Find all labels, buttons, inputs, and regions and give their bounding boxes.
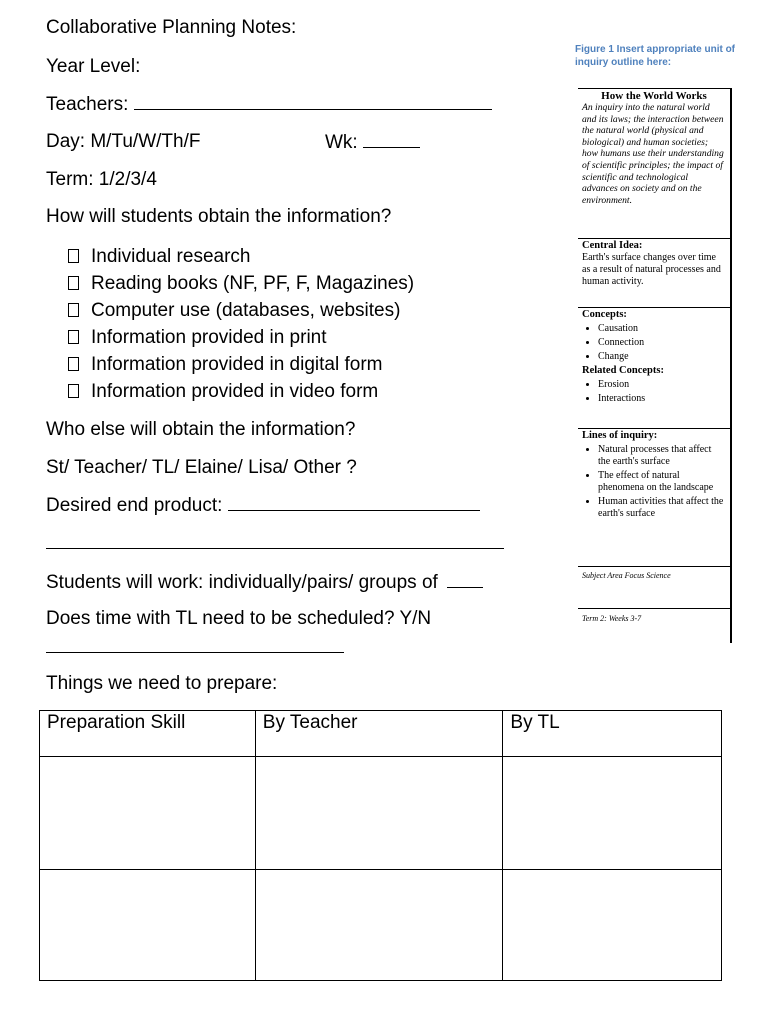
form-title: Collaborative Planning Notes: [46,17,297,38]
prepare-label: Things we need to prepare: [46,673,278,694]
central-idea-label: Central Idea: [582,240,643,251]
group-size-field[interactable] [447,571,483,588]
option-digital[interactable] [68,354,382,376]
option-label: Individual research [91,246,251,267]
header-by-teacher: By Teacher [255,711,503,757]
table-cell[interactable] [503,870,722,981]
students-work-row [46,571,483,594]
lines-label: Lines of inquiry: [582,430,658,441]
central-idea-text: Earth's surface changes over time as a result of natural processes and human activity. [582,252,721,287]
related-concept-item: • Interactions [598,393,726,405]
checkbox-icon[interactable] [68,330,79,344]
who-else-question: Who else will obtain the information? [46,419,356,440]
day-label: Day: M/Tu/W/Th/F [46,131,201,152]
table-row [40,870,722,981]
related-concept-item: • Erosion [598,379,726,391]
line-of-inquiry-item: • The effect of natural phenomena on the landscape [598,470,726,494]
option-label: Computer use (databases, websites) [91,300,401,321]
line-of-inquiry-item: • Natural processes that affect the earth's surface [598,444,726,468]
wk-label: Wk: [325,132,358,153]
option-individual-research[interactable] [68,246,250,268]
figure-right-border [730,88,732,643]
concepts-label: Concepts: [582,309,627,320]
table-header-row [40,711,722,757]
tl-question: Does time with TL need to be scheduled? Y/N [46,608,432,629]
wk-field[interactable] [363,131,420,148]
table-cell[interactable] [255,757,503,870]
wk-row [325,131,420,154]
checkbox-icon[interactable] [68,357,79,371]
theme-section [582,90,726,206]
theme-description: An inquiry into the natural world and its laws; the interaction between the natural world (physical and biological) and human societies; how humans use their understanding of scientific principles; the impact of scientific and technological advances on society and on the environment. [582,102,724,206]
option-label: Information provided in digital form [91,354,383,375]
table-row [40,757,722,870]
term-label: Term: 1/2/3/4 [46,169,157,190]
preparation-table [39,710,722,981]
figure-caption: Figure 1 Insert appropriate unit of inquiry outline here: [575,44,736,68]
concept-item: • Causation [598,323,726,335]
option-label: Reading books (NF, PF, F, Magazines) [91,273,415,294]
table-cell[interactable] [40,757,256,870]
teachers-label: Teachers: [46,94,129,115]
checkbox-icon[interactable] [68,384,79,398]
option-computer-use[interactable] [68,300,400,322]
term-weeks: Term 2: Weeks 3-7 [582,614,642,623]
option-video[interactable] [68,381,378,403]
students-work-label: Students will work: individually/pairs/ groups of [46,572,438,593]
teachers-field[interactable] [134,93,492,110]
checkbox-icon[interactable] [68,276,79,290]
end-product-field-continued[interactable] [46,532,504,555]
year-level-label: Year Level: [46,56,141,77]
checkbox-icon[interactable] [68,249,79,263]
concept-item: • Change [598,351,726,363]
header-preparation-skill: Preparation Skill [40,711,256,757]
end-product-field[interactable] [228,494,480,511]
table-cell[interactable] [40,870,256,981]
line-of-inquiry-item: • Human activities that affect the earth's surface [598,496,726,520]
end-product-row [46,494,480,517]
checkbox-icon[interactable] [68,303,79,317]
option-reading-books[interactable] [68,273,414,295]
option-label: Information provided in print [91,327,327,348]
table-cell[interactable] [255,870,503,981]
option-label: Information provided in video form [91,381,379,402]
unit-outline-figure [578,88,732,643]
concepts-section [582,309,726,407]
lines-of-inquiry-section [582,430,726,522]
end-product-label: Desired end product: [46,495,223,516]
header-by-tl: By TL [503,711,722,757]
concept-item: • Connection [598,337,726,349]
central-idea-section [582,240,726,288]
who-options: St/ Teacher/ TL/ Elaine/ Lisa/ Other ? [46,457,357,478]
teachers-row [46,93,492,116]
table-cell[interactable] [503,757,722,870]
obtain-question: How will students obtain the information? [46,206,392,227]
theme-title: How the World Works [601,90,707,102]
related-concepts-label: Related Concepts: [582,365,664,376]
subject-area: Subject Area Focus Science [582,571,671,580]
option-print[interactable] [68,327,327,349]
tl-notes-field[interactable] [46,636,344,659]
